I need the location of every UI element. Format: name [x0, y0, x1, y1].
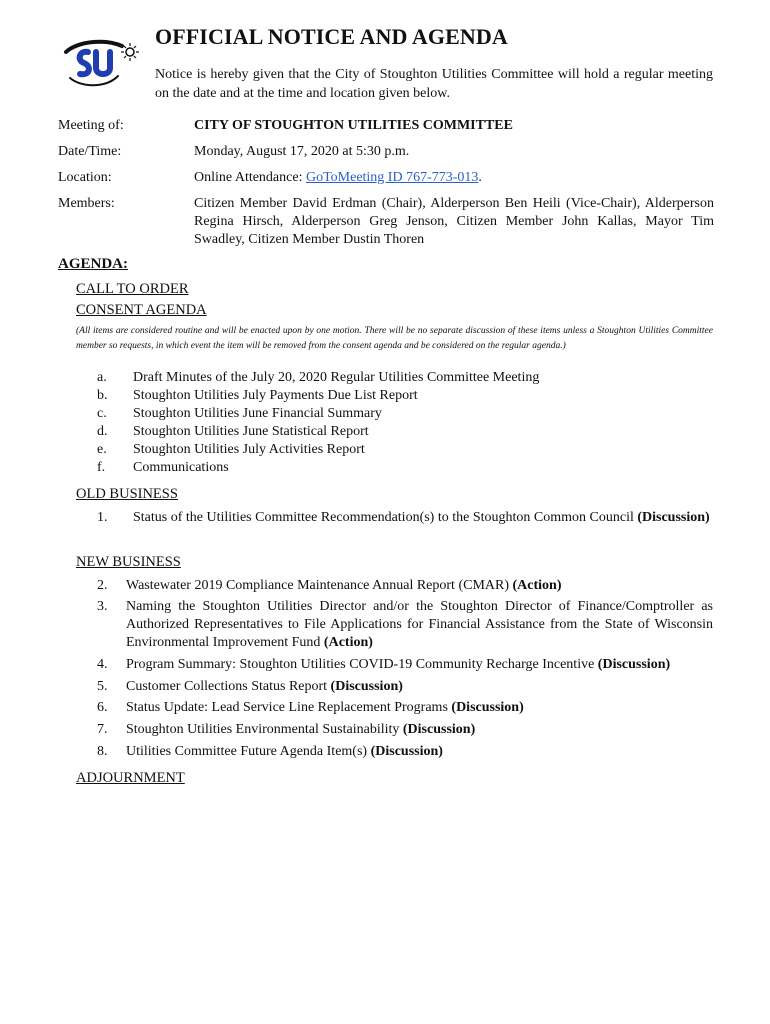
location-suffix: .: [478, 170, 482, 185]
datetime-label: Date/Time:: [58, 144, 122, 159]
item-marker: 2.: [97, 578, 108, 593]
item-text: [126, 577, 562, 595]
meeting-of-value: CITY OF STOUGHTON UTILITIES COMMITTEE: [194, 118, 513, 133]
item-action-tag: (Discussion): [637, 510, 710, 525]
consent-agenda-note: (All items are considered routine and will be enacted upon by one motion. There will be no separate discussion of these items unless a Stoughton Utilities Committee member so requests, in which event the item will be removed from the consent agenda and be considered on the regular agenda.): [76, 326, 713, 351]
item-action-tag: (Discussion): [370, 744, 443, 759]
document-title: OFFICIAL NOTICE AND AGENDA: [155, 24, 508, 49]
adjournment-heading: ADJOURNMENT: [76, 770, 185, 786]
item-action-tag: (Discussion): [451, 700, 524, 715]
item-marker: 1.: [97, 510, 108, 525]
item-action-tag: (Discussion): [597, 657, 671, 672]
datetime-value: Monday, August 17, 2020 at 5:30 p.m.: [194, 144, 410, 159]
item-marker: b.: [97, 388, 108, 403]
item-description: Status of the Utilities Committee Recommendation(s) to the Stoughton Common Council: [133, 510, 634, 525]
item-marker: f.: [97, 460, 106, 475]
item-text: Stoughton Utilities July Activities Report: [133, 442, 365, 457]
item-description: Status Update: Lead Service Line Replacement Programs: [126, 700, 448, 715]
item-description: Utilities Committee Future Agenda Item(s): [126, 744, 368, 759]
stoughton-utilities-logo: [60, 38, 142, 88]
item-marker: d.: [97, 424, 108, 439]
item-text: Stoughton Utilities June Financial Summary: [133, 406, 382, 421]
item-marker: 5.: [97, 679, 108, 694]
location-label: Location:: [58, 170, 112, 185]
agenda-heading: AGENDA:: [58, 256, 128, 272]
item-marker: 6.: [97, 700, 108, 715]
item-marker: 4.: [97, 657, 108, 672]
item-marker: c.: [97, 406, 107, 421]
item-text: [133, 509, 713, 527]
list-item: [97, 509, 713, 545]
item-marker: e.: [97, 442, 107, 457]
new-business-heading: NEW BUSINESS: [76, 554, 181, 570]
item-text: Communications: [133, 460, 229, 475]
item-action-tag: (Action): [323, 635, 373, 650]
call-to-order-heading: CALL TO ORDER: [76, 281, 189, 297]
item-text: [126, 678, 403, 696]
members-label: Members:: [58, 196, 115, 211]
item-marker: 8.: [97, 744, 108, 759]
consent-agenda-heading: CONSENT AGENDA: [76, 302, 207, 318]
item-action-tag: (Discussion): [330, 679, 403, 694]
item-description: Program Summary: Stoughton Utilities COVID-19 Community Recharge Incentive: [126, 657, 595, 672]
item-text: Draft Minutes of the July 20, 2020 Regular Utilities Committee Meeting: [133, 370, 540, 385]
item-text: [126, 656, 670, 674]
item-marker: 7.: [97, 722, 108, 737]
item-text: [126, 598, 713, 652]
members-value: Citizen Member David Erdman (Chair), Alderperson Ben Heili (Vice-Chair), Alderperson Regina Hirsch, Alderperson Greg Jenson, Citizen Member John Kallas, Mayor Tim Swadley, Citizen Member Dustin Thoren: [194, 196, 714, 247]
location-value: [194, 169, 714, 187]
item-action-tag: (Discussion): [402, 722, 476, 737]
item-text: Stoughton Utilities July Payments Due List Report: [133, 388, 418, 403]
item-description: Naming the Stoughton Utilities Director and/or the Stoughton Director of Finance/Comptroller as Authorized Representatives to File Applications for Financial Assistance from the State of Wisconsin Environmental Improvement Fund: [126, 599, 713, 650]
item-description: Customer Collections Status Report: [126, 679, 328, 694]
item-description: Stoughton Utilities Environmental Sustainability: [126, 722, 400, 737]
notice-intro: Notice is hereby given that the City of Stoughton Utilities Committee will hold a regular meeting on the date and at the time and location given below.: [155, 67, 713, 101]
list-item: [97, 598, 713, 652]
item-text: [126, 743, 443, 761]
item-action-tag: (Action): [512, 578, 562, 593]
item-text: Stoughton Utilities June Statistical Report: [133, 424, 369, 439]
location-prefix: Online Attendance:: [194, 170, 306, 185]
meeting-of-label: Meeting of:: [58, 118, 124, 133]
item-marker: a.: [97, 370, 107, 385]
item-text: [126, 699, 524, 717]
item-text: [126, 721, 475, 739]
gotomeeting-link[interactable]: GoToMeeting ID 767-773-013: [305, 170, 479, 185]
item-marker: 3.: [97, 599, 108, 614]
item-description: Wastewater 2019 Compliance Maintenance Annual Report (CMAR): [126, 578, 509, 593]
old-business-heading: OLD BUSINESS: [76, 486, 178, 502]
